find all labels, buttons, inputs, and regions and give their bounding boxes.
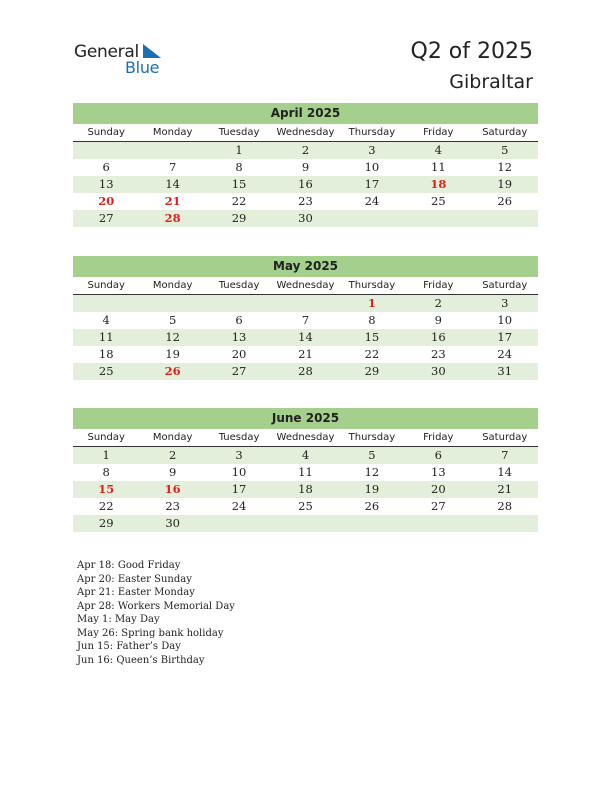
day-cell: 12 (165, 330, 180, 344)
day-cell: 24 (364, 194, 380, 208)
day-cell: 2 (434, 296, 442, 310)
day-cell: 12 (364, 465, 380, 479)
week-row (73, 312, 538, 329)
weekday-label: Tuesday (218, 432, 260, 443)
holiday-day-cell: 21 (164, 194, 181, 208)
week-row (73, 447, 538, 464)
day-cell: 25 (298, 499, 313, 513)
holiday-entry: May 26: Spring bank holiday (77, 627, 224, 639)
logo-text-blue: Blue (125, 58, 160, 77)
week-row (73, 193, 538, 210)
day-cell: 4 (301, 448, 310, 462)
day-cell: 19 (165, 347, 180, 361)
day-cell: 4 (434, 143, 442, 157)
day-cell: 30 (431, 364, 446, 378)
day-cell: 8 (368, 313, 376, 327)
day-cell: 15 (364, 330, 380, 344)
day-cell: 1 (235, 143, 243, 157)
day-cell: 10 (364, 160, 380, 174)
day-cell: 12 (497, 160, 513, 174)
weekday-label: Wednesday (276, 127, 335, 138)
page-title: Q2 of 2025 (410, 39, 533, 64)
weekday-label: Sunday (87, 127, 125, 138)
holiday-day-cell: 28 (164, 211, 181, 225)
weekday-label: Thursday (348, 432, 396, 443)
day-cell (139, 295, 205, 312)
month-calendar (73, 256, 538, 380)
month-title: April 2025 (73, 103, 538, 124)
day-cell: 11 (298, 465, 313, 479)
week-row (73, 159, 538, 176)
week-row (73, 329, 538, 346)
day-cell: 7 (168, 160, 177, 174)
day-cell: 10 (497, 313, 513, 327)
day-cell: 3 (235, 448, 243, 462)
day-cell (472, 515, 538, 532)
day-cell: 30 (298, 211, 313, 225)
day-cell: 22 (364, 347, 380, 361)
day-cell: 16 (431, 330, 446, 344)
day-cell: 23 (165, 499, 180, 513)
day-cell: 19 (364, 482, 380, 496)
month-title: May 2025 (73, 256, 538, 277)
day-cell: 5 (168, 313, 177, 327)
country-name: Gibraltar (449, 71, 533, 93)
week-row (73, 481, 538, 498)
holiday-day-cell: 15 (98, 482, 115, 496)
day-cell: 1 (102, 448, 110, 462)
holiday-day-cell: 20 (98, 194, 115, 208)
day-cell (472, 210, 538, 227)
day-cell: 29 (364, 364, 380, 378)
day-cell: 17 (231, 482, 247, 496)
day-cell (405, 515, 471, 532)
weekday-label: Monday (152, 127, 193, 138)
holiday-day-cell: 26 (164, 364, 181, 378)
day-cell: 27 (231, 364, 247, 378)
day-cell: 24 (231, 499, 247, 513)
holiday-list (77, 559, 235, 667)
week-row (73, 142, 538, 159)
week-row (73, 346, 538, 363)
day-cell: 7 (501, 448, 509, 462)
weekday-label: Saturday (482, 127, 528, 138)
day-cell: 11 (98, 330, 114, 344)
day-cell: 18 (98, 347, 114, 361)
day-cell (139, 142, 205, 159)
holiday-day-cell: 18 (430, 177, 447, 191)
day-cell: 3 (368, 143, 376, 157)
weekday-label: Sunday (87, 432, 125, 443)
weekday-label: Sunday (87, 280, 125, 291)
holiday-entry: Jun 16: Queen’s Birthday (77, 654, 205, 666)
day-cell: 6 (102, 160, 110, 174)
weekday-label: Friday (423, 127, 454, 138)
weekday-label: Friday (423, 280, 454, 291)
day-cell: 14 (497, 465, 513, 479)
week-row (73, 498, 538, 515)
day-cell: 13 (98, 177, 114, 191)
day-cell: 29 (98, 516, 114, 530)
day-cell: 13 (231, 330, 247, 344)
holiday-entry: May 1: May Day (77, 614, 160, 625)
day-cell: 2 (301, 143, 310, 157)
logo (74, 42, 194, 78)
day-cell: 17 (497, 330, 513, 344)
holiday-entry: Jun 15: Father’s Day (77, 641, 181, 652)
day-cell: 26 (497, 194, 513, 208)
week-row (73, 363, 538, 380)
weekday-header-row (73, 277, 538, 295)
holiday-day-cell: 1 (367, 296, 376, 310)
day-cell: 20 (431, 482, 446, 496)
weekday-label: Friday (423, 432, 454, 443)
day-cell: 28 (497, 499, 513, 513)
day-cell: 21 (497, 482, 513, 496)
day-cell: 7 (301, 313, 310, 327)
holiday-day-cell: 16 (164, 482, 181, 496)
day-cell: 10 (231, 465, 247, 479)
day-cell: 16 (298, 177, 313, 191)
day-cell: 5 (501, 143, 509, 157)
weekday-label: Tuesday (218, 280, 260, 291)
day-cell: 20 (231, 347, 247, 361)
day-cell: 23 (298, 194, 313, 208)
day-cell: 9 (168, 465, 177, 479)
day-cell: 11 (431, 160, 446, 174)
week-row (73, 210, 538, 227)
month-calendar (73, 408, 538, 532)
weekday-label: Monday (152, 432, 193, 443)
weekday-label: Tuesday (218, 127, 260, 138)
weekday-label: Wednesday (276, 432, 335, 443)
day-cell: 14 (298, 330, 313, 344)
day-cell: 15 (231, 177, 247, 191)
day-cell (272, 295, 338, 312)
day-cell: 25 (98, 364, 114, 378)
day-cell (405, 210, 471, 227)
day-cell (73, 295, 139, 312)
day-cell: 30 (165, 516, 180, 530)
month-calendar (73, 103, 538, 227)
day-cell: 13 (431, 465, 446, 479)
day-cell: 18 (298, 482, 313, 496)
holiday-entry: Apr 20: Easter Sunday (77, 573, 192, 585)
day-cell: 19 (497, 177, 513, 191)
day-cell (339, 210, 405, 227)
day-cell: 29 (231, 211, 247, 225)
day-cell: 27 (98, 211, 114, 225)
day-cell: 21 (298, 347, 313, 361)
holiday-entry: Apr 21: Easter Monday (77, 587, 195, 598)
day-cell: 4 (102, 313, 110, 327)
day-cell (73, 142, 139, 159)
day-cell: 6 (434, 448, 442, 462)
day-cell: 31 (497, 364, 513, 378)
day-cell: 23 (431, 347, 446, 361)
day-cell: 28 (298, 364, 313, 378)
day-cell: 22 (98, 499, 114, 513)
month-title: June 2025 (73, 408, 538, 429)
day-cell: 9 (301, 160, 310, 174)
day-cell: 22 (231, 194, 247, 208)
week-row (73, 464, 538, 481)
holiday-entry: Apr 18: Good Friday (77, 560, 181, 571)
weekday-label: Saturday (482, 280, 528, 291)
day-cell: 17 (364, 177, 380, 191)
weekday-label: Saturday (482, 432, 528, 443)
day-cell (339, 515, 405, 532)
day-cell (272, 515, 338, 532)
day-cell: 8 (102, 465, 110, 479)
weekday-header-row (73, 124, 538, 142)
weekday-label: Wednesday (276, 280, 335, 291)
week-row (73, 295, 538, 312)
logo-text-general: General (74, 42, 139, 62)
day-cell: 6 (235, 313, 243, 327)
weekday-label: Thursday (348, 127, 396, 138)
day-cell: 9 (434, 313, 442, 327)
holiday-entry: Apr 28: Workers Memorial Day (77, 600, 235, 612)
day-cell: 14 (165, 177, 180, 191)
week-row (73, 515, 538, 532)
day-cell: 26 (364, 499, 380, 513)
day-cell: 2 (168, 448, 177, 462)
day-cell: 25 (431, 194, 446, 208)
day-cell: 8 (235, 160, 243, 174)
weekday-label: Monday (152, 280, 193, 291)
day-cell: 3 (501, 296, 509, 310)
weekday-header-row (73, 429, 538, 447)
day-cell: 24 (497, 347, 513, 361)
day-cell (206, 515, 272, 532)
day-cell: 27 (431, 499, 446, 513)
day-cell: 5 (368, 448, 376, 462)
day-cell (206, 295, 272, 312)
weekday-label: Thursday (348, 280, 396, 291)
week-row (73, 176, 538, 193)
